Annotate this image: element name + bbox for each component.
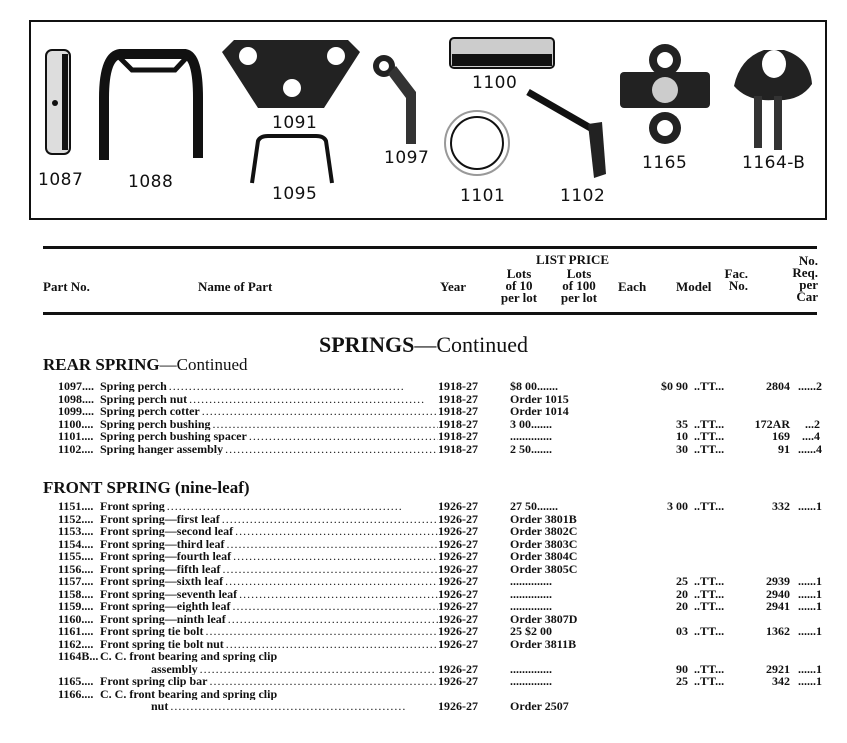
col-header-each: Each [618,279,647,294]
part-name: Front spring—eighth leaf . . . [100,600,438,612]
part-1164b-bearing-image [730,36,816,152]
price-each: 90 [676,661,688,676]
table-row [58,650,820,662]
price-lots: 2 50....... [510,441,552,456]
part-number: 1099.... [58,404,94,418]
col-header-no-req-per-car: No. Req. per Car [792,253,818,304]
year: 1926-27 [438,499,478,513]
part-1101-spacer-ring-image [442,108,512,178]
section-title: SPRINGS—Continued [318,332,529,357]
part-1100-bushing-image [448,36,558,72]
part-number: 1154.... [58,536,94,551]
part-number: 1155.... [58,549,94,563]
year: 1918-27 [438,441,478,456]
part-number: 1164B... [58,649,99,663]
part-label: 1097 [384,148,430,168]
part-label: 1102 [560,186,606,206]
part-name: Front spring tie bolt nut . . . [100,638,438,650]
part-name: Spring perch bushing spacer . . . [100,430,438,442]
price-lots: .............. [510,674,552,688]
price-lots: .............. [510,574,552,588]
part-name: nut . . . [151,700,438,712]
part-number: 1097.... [58,379,94,393]
part-label: 1095 [272,184,318,204]
price-lots: .............. [510,429,552,443]
model: ..TT... [694,441,725,456]
year: 1926-27 [438,574,478,588]
price-lots: $8 00....... [510,379,558,393]
model: ..TT... [694,599,725,613]
number-required: ......1 [798,499,822,513]
part-number: 1157.... [58,574,94,588]
col-header-year: Year [440,279,466,294]
part-1087-pin-image [44,48,74,158]
table-row [58,538,820,550]
factory-number: 2941 [766,599,790,613]
year: 1918-27 [438,391,478,406]
year: 1926-27 [438,536,478,551]
table-row [58,443,820,455]
part-number: 1161.... [58,624,94,638]
part-1091-plate-image [220,38,362,110]
part-1165-clip-bar-image [618,42,712,146]
part-number: 1162.... [58,636,94,651]
table-row [58,600,820,612]
factory-number: 2804 [766,379,790,393]
price-lots: Order 3811B [510,636,577,651]
table-row [58,430,820,442]
price-each: 03 [676,624,688,638]
factory-number: 2940 [766,586,790,601]
table-row [58,663,820,675]
table-row [58,675,820,687]
price-lots: 3 00....... [510,416,552,431]
group-title-front-spring: FRONT SPRING (nine-leaf) [43,478,250,497]
model: ..TT... [694,574,725,588]
part-number: 1098.... [58,391,94,406]
price-lots: Order 3802C [510,524,578,538]
price-each: 25 [676,674,688,688]
model: ..TT... [694,674,725,688]
table-row [58,700,820,712]
year: 1918-27 [438,379,478,393]
part-label: 1101 [460,186,506,206]
price-lots: 27 50....... [510,499,558,513]
part-1095-clip-image [248,133,336,185]
part-1102-hanger-image [522,86,610,182]
year: 1918-27 [438,404,478,418]
model: ..TT... [694,586,725,601]
factory-number: 91 [778,441,790,456]
price-lots: 25 $2 00 [510,624,552,638]
table-row [58,638,820,650]
year: 1926-27 [438,636,478,651]
price-each: 10 [676,429,688,443]
part-name: Front spring—sixth leaf . . . [100,575,438,587]
factory-number: 172AR [754,416,790,431]
model: ..TT... [694,499,725,513]
part-label: 1165 [642,153,688,173]
table-row [58,393,820,405]
table-row [58,613,820,625]
factory-number: 1362 [766,624,790,638]
part-number: 1156.... [58,561,94,576]
part-name: Front spring—second leaf . . . [100,525,438,537]
table-row [58,575,820,587]
part-number: 1151.... [58,499,94,513]
part-number: 1159.... [58,599,94,613]
table-row [58,418,820,430]
year: 1926-27 [438,611,478,626]
part-name: Front spring tie bolt . . . [100,625,438,637]
price-each: 30 [676,441,688,456]
part-number: 1152.... [58,511,94,526]
part-1097-perch-image [370,52,420,148]
year: 1926-27 [438,511,478,526]
number-required: ......1 [798,574,822,588]
part-number: 1166.... [58,686,94,701]
col-header-lots-of-100: Lots of 100 per lot [560,266,598,305]
number-required: ....4 [802,429,820,443]
price-lots: Order 1015 [510,391,569,406]
factory-number: 2939 [766,574,790,588]
price-lots: Order 1014 [510,404,569,418]
part-label: 1164-B [742,153,806,173]
model: ..TT... [694,661,725,676]
factory-number: 332 [772,499,790,513]
table-row [58,513,820,525]
year: 1926-27 [438,586,478,601]
part-1088-yoke-image [90,48,208,168]
year: 1918-27 [438,429,478,443]
part-name: Front spring—ninth leaf . . . [100,613,438,625]
table-row [58,500,820,512]
year: 1918-27 [438,416,478,431]
table-row [58,405,820,417]
model: ..TT... [694,379,725,393]
part-name: Front spring—third leaf . . . [100,538,438,550]
number-required: ......2 [798,379,822,393]
year: 1926-27 [438,561,478,576]
part-label: 1088 [128,172,174,192]
part-name: assembly . . . [151,663,438,675]
year: 1926-27 [438,599,478,613]
part-name: C. C. front bearing and spring clip [100,687,278,700]
year: 1926-27 [438,524,478,538]
col-header-fac-no: Fac. No. [724,266,748,293]
table-row [58,688,820,700]
model: ..TT... [694,429,725,443]
table-row [58,550,820,562]
part-name: Front spring—seventh leaf . . . [100,588,438,600]
price-lots: .............. [510,661,552,676]
factory-number: 169 [772,429,790,443]
part-name: Front spring clip bar . . . [100,675,438,687]
number-required: ......4 [798,441,822,456]
price-each: $0 90 [661,379,688,393]
factory-number: 2921 [766,661,790,676]
part-name: Front spring—first leaf . . . [100,513,438,525]
part-name: C. C. front bearing and spring clip [100,650,278,662]
year: 1926-27 [438,549,478,563]
table-row [58,380,820,392]
part-number: 1158.... [58,586,94,601]
year: 1926-27 [438,624,478,638]
year: 1926-27 [438,699,478,713]
table-row [58,588,820,600]
year: 1926-27 [438,661,478,676]
part-label: 1091 [272,113,318,133]
col-header-list-price: LIST PRICE [536,252,610,267]
col-header-model: Model [676,279,712,294]
part-name: Front spring—fifth leaf . . . [100,563,438,575]
part-number: 1153.... [58,524,94,538]
table-row [58,563,820,575]
price-lots: Order 3807D [510,611,578,626]
table-row [58,625,820,637]
part-number: 1165.... [58,674,94,688]
part-name: Spring hanger assembly . . . [100,443,438,455]
part-name: Spring perch . . . [100,380,438,392]
part-name: Spring perch cotter . . . [100,405,438,417]
price-each: 20 [676,599,688,613]
header-top-rule [43,246,817,249]
part-number: 1102.... [58,441,94,456]
number-required: ......1 [798,624,822,638]
price-each: 35 [676,416,688,431]
part-number: 1160.... [58,611,94,626]
header-bottom-rule [43,312,817,315]
col-header-name-of-part: Name of Part [198,279,273,294]
price-lots: .............. [510,599,552,613]
price-each: 3 00 [667,499,688,513]
number-required: ......1 [798,674,822,688]
price-lots: Order 3801B [510,511,577,526]
price-each: 20 [676,586,688,601]
number-required: ...2 [805,416,820,431]
price-lots: Order 2507 [510,699,569,713]
part-name: Front spring—fourth leaf . . . [100,550,438,562]
number-required: ......1 [798,599,822,613]
col-header-part-no: Part No. [43,279,90,294]
part-number: 1100.... [58,416,94,431]
price-lots: Order 3804C [510,549,578,563]
part-label: 1100 [472,73,518,93]
price-lots: .............. [510,586,552,601]
group-title-rear-spring: REAR SPRING—Continued [43,355,248,374]
price-lots: Order 3805C [510,561,578,576]
part-name: Spring perch bushing . . . [100,418,438,430]
factory-number: 342 [772,674,790,688]
number-required: ......1 [798,661,822,676]
model: ..TT... [694,416,725,431]
part-label: 1087 [38,170,84,190]
number-required: ......1 [798,586,822,601]
model: ..TT... [694,624,725,638]
part-name: Front spring . . . [100,500,438,512]
col-header-lots-of-10: Lots of 10 per lot [500,266,538,305]
table-row [58,525,820,537]
price-lots: Order 3803C [510,536,578,551]
part-number: 1101.... [58,429,94,443]
part-name: Spring perch nut . . . [100,393,438,405]
price-each: 25 [676,574,688,588]
year: 1926-27 [438,674,478,688]
